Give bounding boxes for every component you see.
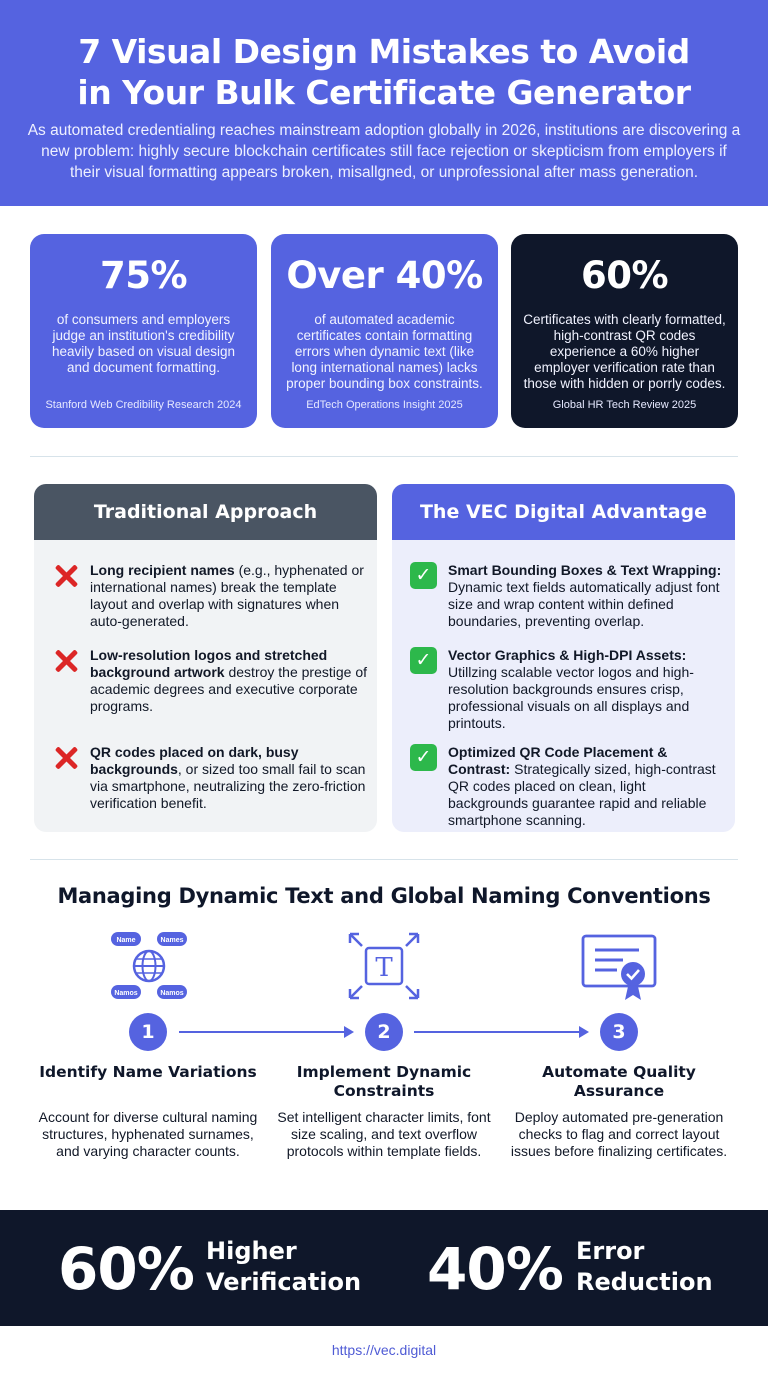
globe-names-icon [109, 928, 189, 1004]
list-item [410, 647, 726, 732]
footer-stat-label: Error Reduction [576, 1237, 713, 1296]
traditional-approach-panel [34, 484, 377, 832]
list-item [52, 744, 368, 812]
green-check-icon: ✓ [410, 744, 437, 771]
stat-value: 75% [99, 254, 188, 297]
footer-stat-value: 40% [427, 1235, 563, 1303]
letter-t: T [375, 953, 393, 983]
list-item [410, 744, 726, 829]
bubble-label: Names [160, 937, 184, 944]
bubble-label: Namos [114, 990, 138, 997]
stat-card-3 [511, 234, 738, 428]
green-check-icon: ✓ [410, 647, 437, 674]
bubble-label: Name [116, 937, 136, 944]
arrow-connector [179, 1031, 352, 1033]
page-title [0, 0, 768, 113]
item-text: Smart Bounding Boxes & Text Wrapping: Dynamic text fields automatically adjust font size and wrap content within defined boundaries, preventing overlap. [448, 562, 722, 629]
item-text: Long recipient names (e.g., hyphenated or international names) break the template layout and overlap with signatures when auto-generated. [90, 562, 364, 629]
stat-card-2 [271, 234, 498, 428]
green-check-icon: ✓ [410, 562, 437, 589]
stat-source: EdTech Operations Insight 2025 [306, 399, 463, 411]
bubble-label: Namos [160, 990, 184, 997]
item-text: Optimized QR Code Placement & Contrast: Strategically sized, high-contrast QR codes placed on clean, light backgrounds guarantee rapid and reliable smartphone scanning. [448, 744, 716, 828]
title-line-2: in Your Bulk Certificate Generator [77, 73, 691, 112]
divider [30, 859, 738, 860]
footer-stats-band [0, 1210, 768, 1326]
step-number-1: 1 [129, 1013, 167, 1051]
step-description: Deploy automated pre-generation checks to flag and correct layout issues before finalizing certificates. [510, 1109, 728, 1159]
item-text: Vector Graphics & High-DPI Assets: Utillzing scalable vector logos and high-resolution backgrounds ensures crisp, professional visuals on all displays and printouts. [448, 647, 694, 731]
section-title: Managing Dynamic Text and Global Naming Conventions [57, 884, 711, 908]
stat-description: of consumers and employers judge an institution's credibility heavily based on visual design and document formatting. [51, 312, 236, 375]
step-number-3: 3 [600, 1013, 638, 1051]
item-text: QR codes placed on dark, busy backgrounds, or sized too small fail to scan via smartphone, neutralizing the zero-friction verification benefit. [90, 744, 366, 811]
stat-card-1 [30, 234, 257, 428]
arrow-connector [414, 1031, 587, 1033]
panel-title: The VEC Digital Advantage [392, 484, 735, 540]
step-title: Identify Name Variations [39, 1063, 257, 1081]
vec-advantage-panel [392, 484, 735, 832]
stat-description: of automated academic certificates contain formatting errors when dynamic text (like long international names) lacks proper bounding box constraints. [286, 312, 483, 391]
step-description: Set intelligent character limits, font size scaling, and text overflow protocols within template fields. [277, 1109, 491, 1159]
footer-stat-value: 60% [58, 1235, 194, 1303]
list-item [410, 562, 726, 630]
divider [30, 456, 738, 457]
step-number-2: 2 [365, 1013, 403, 1051]
hero-header [0, 0, 768, 206]
stat-description: Certificates with clearly formatted, high-contrast QR codes experience a 60% higher employer verification rate than those with hidden or porrly codes. [523, 312, 726, 391]
title-line-1: 7 Visual Design Mistakes to Avoid [78, 32, 690, 71]
item-text: Low-resolution logos and stretched background artwork destroy the prestige of academic degrees and executive corporate programs. [90, 647, 368, 714]
red-x-icon [52, 744, 80, 772]
website-link[interactable]: https://vec.digital [331, 1342, 437, 1358]
panel-title: Traditional Approach [34, 484, 377, 540]
step-description: Account for diverse cultural naming structures, hyphenated surnames, and varying character counts. [38, 1109, 258, 1159]
red-x-icon [52, 647, 80, 675]
intro-paragraph: As automated credentialing reaches mainstream adoption globally in 2026, institutions are discovering a new problem: highly secure blockchain certificates still face rejection or skepticism from employers if their visual formatting appears broken, misallgned, or unprofessional after mass generation. [27, 122, 741, 181]
red-x-icon [52, 562, 80, 590]
stat-source: Global HR Tech Review 2025 [552, 399, 697, 411]
list-item [52, 647, 368, 715]
step-title: Implement Dynamic Constraints [296, 1063, 472, 1100]
footer-stat-label: Higher Verification [206, 1237, 362, 1296]
certificate-badge-icon [579, 928, 659, 1004]
stat-value: 60% [580, 254, 669, 297]
step-title: Automate Quality Assurance [542, 1063, 696, 1100]
stat-source: Stanford Web Credibility Research 2024 [45, 399, 242, 411]
text-resize-icon [344, 928, 424, 1004]
list-item [52, 562, 368, 630]
stat-value: Over 40% [286, 254, 483, 297]
